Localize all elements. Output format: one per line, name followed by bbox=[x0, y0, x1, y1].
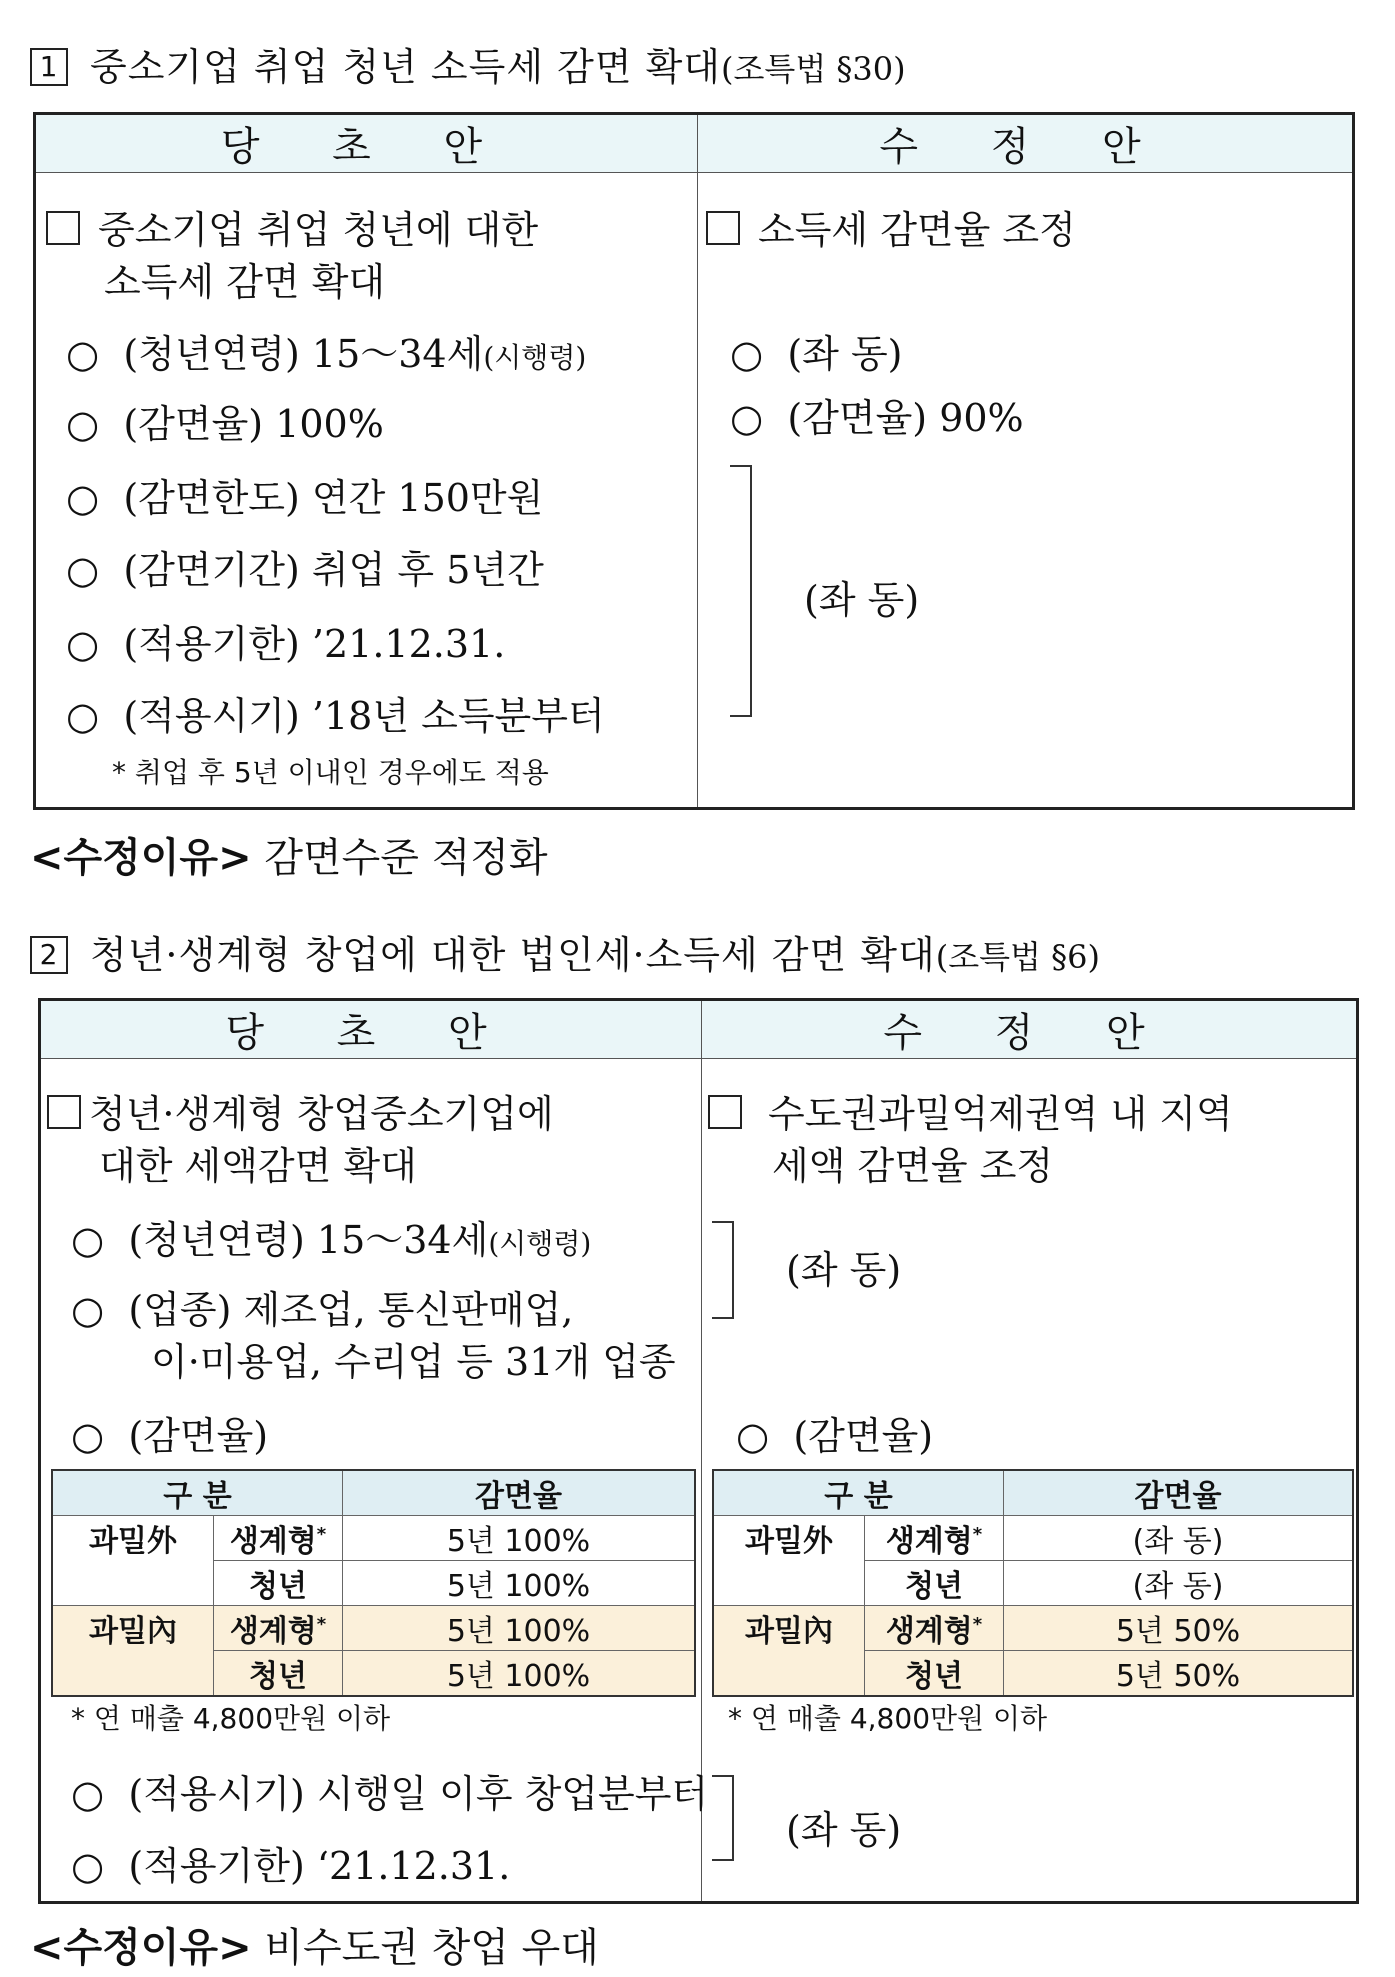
section2-right-brace-label2: (좌 동) bbox=[786, 1808, 902, 1852]
right-bracket-icon bbox=[730, 465, 752, 717]
reason-label: <수정이유> bbox=[30, 835, 252, 881]
section2-left-note: * 연 매출 4,800만원 이하 bbox=[71, 1702, 391, 1735]
bullet-icon: ○ bbox=[730, 396, 764, 440]
section2-left-heading-cont: 대한 세액감면 확대 bbox=[99, 1144, 417, 1188]
table-header: 구 분 bbox=[52, 1470, 343, 1516]
section2-right-note: * 연 매출 4,800만원 이하 bbox=[728, 1702, 1048, 1735]
section2-header-left: 당 초 안 bbox=[40, 1000, 702, 1059]
bullet-icon: ○ bbox=[736, 1414, 770, 1458]
table-header: 감면율 bbox=[1004, 1470, 1354, 1516]
checkbox-icon bbox=[46, 211, 80, 245]
table-row: 과밀外 생계형* 5년 100% bbox=[52, 1516, 695, 1561]
table-row: 과밀內 생계형* 5년 50% bbox=[713, 1606, 1353, 1651]
list-item: ○ (감면율) bbox=[71, 1414, 269, 1458]
table-row: 청년 5년 50% bbox=[713, 1651, 1353, 1697]
table-row: 청년 5년 100% bbox=[52, 1561, 695, 1606]
section1-comparison-table bbox=[33, 112, 1355, 810]
section1-left-cell bbox=[35, 173, 698, 809]
section2-left-heading: 청년·생계형 창업중소기업에 bbox=[47, 1083, 554, 1138]
list-item: ○ (업종) 제조업, 통신판매업, bbox=[71, 1288, 574, 1332]
table-row: 청년 5년 100% bbox=[52, 1651, 695, 1697]
section2-title bbox=[30, 924, 1100, 979]
list-item: ○ (감면한도) 연간 150만원 bbox=[66, 476, 544, 520]
section2-right-rate-table bbox=[712, 1469, 1354, 1697]
bullet-icon: ○ bbox=[66, 332, 100, 376]
table-row: 청년 (좌 동) bbox=[713, 1561, 1353, 1606]
section2-left-cell bbox=[40, 1059, 709, 1903]
list-item-cont: 이·미용업, 수리업 등 31개 업종 bbox=[151, 1340, 676, 1384]
bullet-icon: ○ bbox=[71, 1844, 105, 1888]
table-header: 구 분 bbox=[713, 1470, 1004, 1516]
reason-text: 감면수준 적정화 bbox=[264, 835, 548, 881]
checkbox-icon bbox=[47, 1095, 81, 1129]
section2-comparison-table bbox=[38, 998, 1359, 1904]
right-bracket-icon bbox=[712, 1775, 734, 1861]
section1-title-text: 중소기업 취업 청년 소득세 감면 확대 bbox=[90, 45, 722, 89]
section1-right-cell bbox=[698, 173, 1354, 809]
bullet-icon: ○ bbox=[66, 694, 100, 738]
bullet-icon: ○ bbox=[71, 1772, 105, 1816]
list-item: ○ (좌 동) bbox=[730, 332, 903, 376]
section2-number: 2 bbox=[30, 936, 68, 974]
section1-header-left: 당 초 안 bbox=[35, 114, 698, 173]
section1-law: (조특법 §30) bbox=[721, 50, 906, 88]
bullet-icon: ○ bbox=[66, 622, 100, 666]
section2-right-brace-label1: (좌 동) bbox=[786, 1248, 902, 1292]
section1-number: 1 bbox=[30, 48, 68, 86]
section1-right-heading: 소득세 감면율 조정 bbox=[706, 199, 1076, 254]
list-item: ○ (적용시기) ’18년 소득분부터 bbox=[66, 694, 605, 738]
bullet-icon: ○ bbox=[71, 1414, 105, 1458]
list-item: ○ (적용시기) 시행일 이후 창업분부터 bbox=[71, 1772, 709, 1816]
reason-label: <수정이유> bbox=[30, 1925, 252, 1971]
section1-left-heading-cont: 소득세 감면 확대 bbox=[104, 260, 386, 304]
reason-text: 비수도권 창업 우대 bbox=[264, 1925, 599, 1971]
list-item: ○ (감면율) bbox=[736, 1414, 934, 1458]
right-bracket-icon bbox=[712, 1221, 734, 1319]
bullet-icon: ○ bbox=[66, 548, 100, 592]
list-item: ○ (청년연령) 15～34세(시행령) bbox=[71, 1218, 592, 1262]
section1-left-note: * 취업 후 5년 이내인 경우에도 적용 bbox=[112, 756, 549, 789]
list-item: ○ (감면기간) 취업 후 5년간 bbox=[66, 548, 544, 592]
list-item: ○ (청년연령) 15～34세(시행령) bbox=[66, 332, 587, 376]
checkbox-icon bbox=[708, 1095, 742, 1129]
section1-title bbox=[30, 36, 906, 91]
section2-reason bbox=[30, 1916, 599, 1973]
section2-header-right: 수 정 안 bbox=[702, 1000, 1358, 1059]
section2-left-rate-table bbox=[51, 1469, 696, 1697]
checkbox-icon bbox=[706, 211, 740, 245]
bullet-icon: ○ bbox=[66, 402, 100, 446]
section2-right-heading: 수도권과밀억제권역 내 지역 bbox=[708, 1083, 1233, 1138]
section1-right-brace-label: (좌 동) bbox=[804, 578, 920, 622]
list-item: ○ (감면율) 90% bbox=[730, 396, 1024, 440]
bullet-icon: ○ bbox=[71, 1288, 105, 1332]
list-item: ○ (적용기한) ‘21.12.31. bbox=[71, 1844, 511, 1888]
section2-title-text: 청년·생계형 창업에 대한 법인세·소득세 감면 확대 bbox=[90, 933, 936, 977]
section1-header-right: 수 정 안 bbox=[698, 114, 1354, 173]
bullet-icon: ○ bbox=[730, 332, 764, 376]
section2-law: (조특법 §6) bbox=[935, 938, 1100, 976]
list-item: ○ (감면율) 100% bbox=[66, 402, 384, 446]
section2-right-cell bbox=[702, 1059, 1358, 1903]
table-header: 감면율 bbox=[343, 1470, 696, 1516]
bullet-icon: ○ bbox=[71, 1218, 105, 1262]
table-row: 과밀內 생계형* 5년 100% bbox=[52, 1606, 695, 1651]
list-item: ○ (적용기한) ’21.12.31. bbox=[66, 622, 506, 666]
section1-left-heading: 중소기업 취업 청년에 대한 bbox=[46, 199, 538, 254]
section1-reason bbox=[30, 826, 548, 883]
section2-right-heading-cont: 세액 감면율 조정 bbox=[772, 1144, 1054, 1188]
bullet-icon: ○ bbox=[66, 476, 100, 520]
table-row: 과밀外 생계형* (좌 동) bbox=[713, 1516, 1353, 1561]
